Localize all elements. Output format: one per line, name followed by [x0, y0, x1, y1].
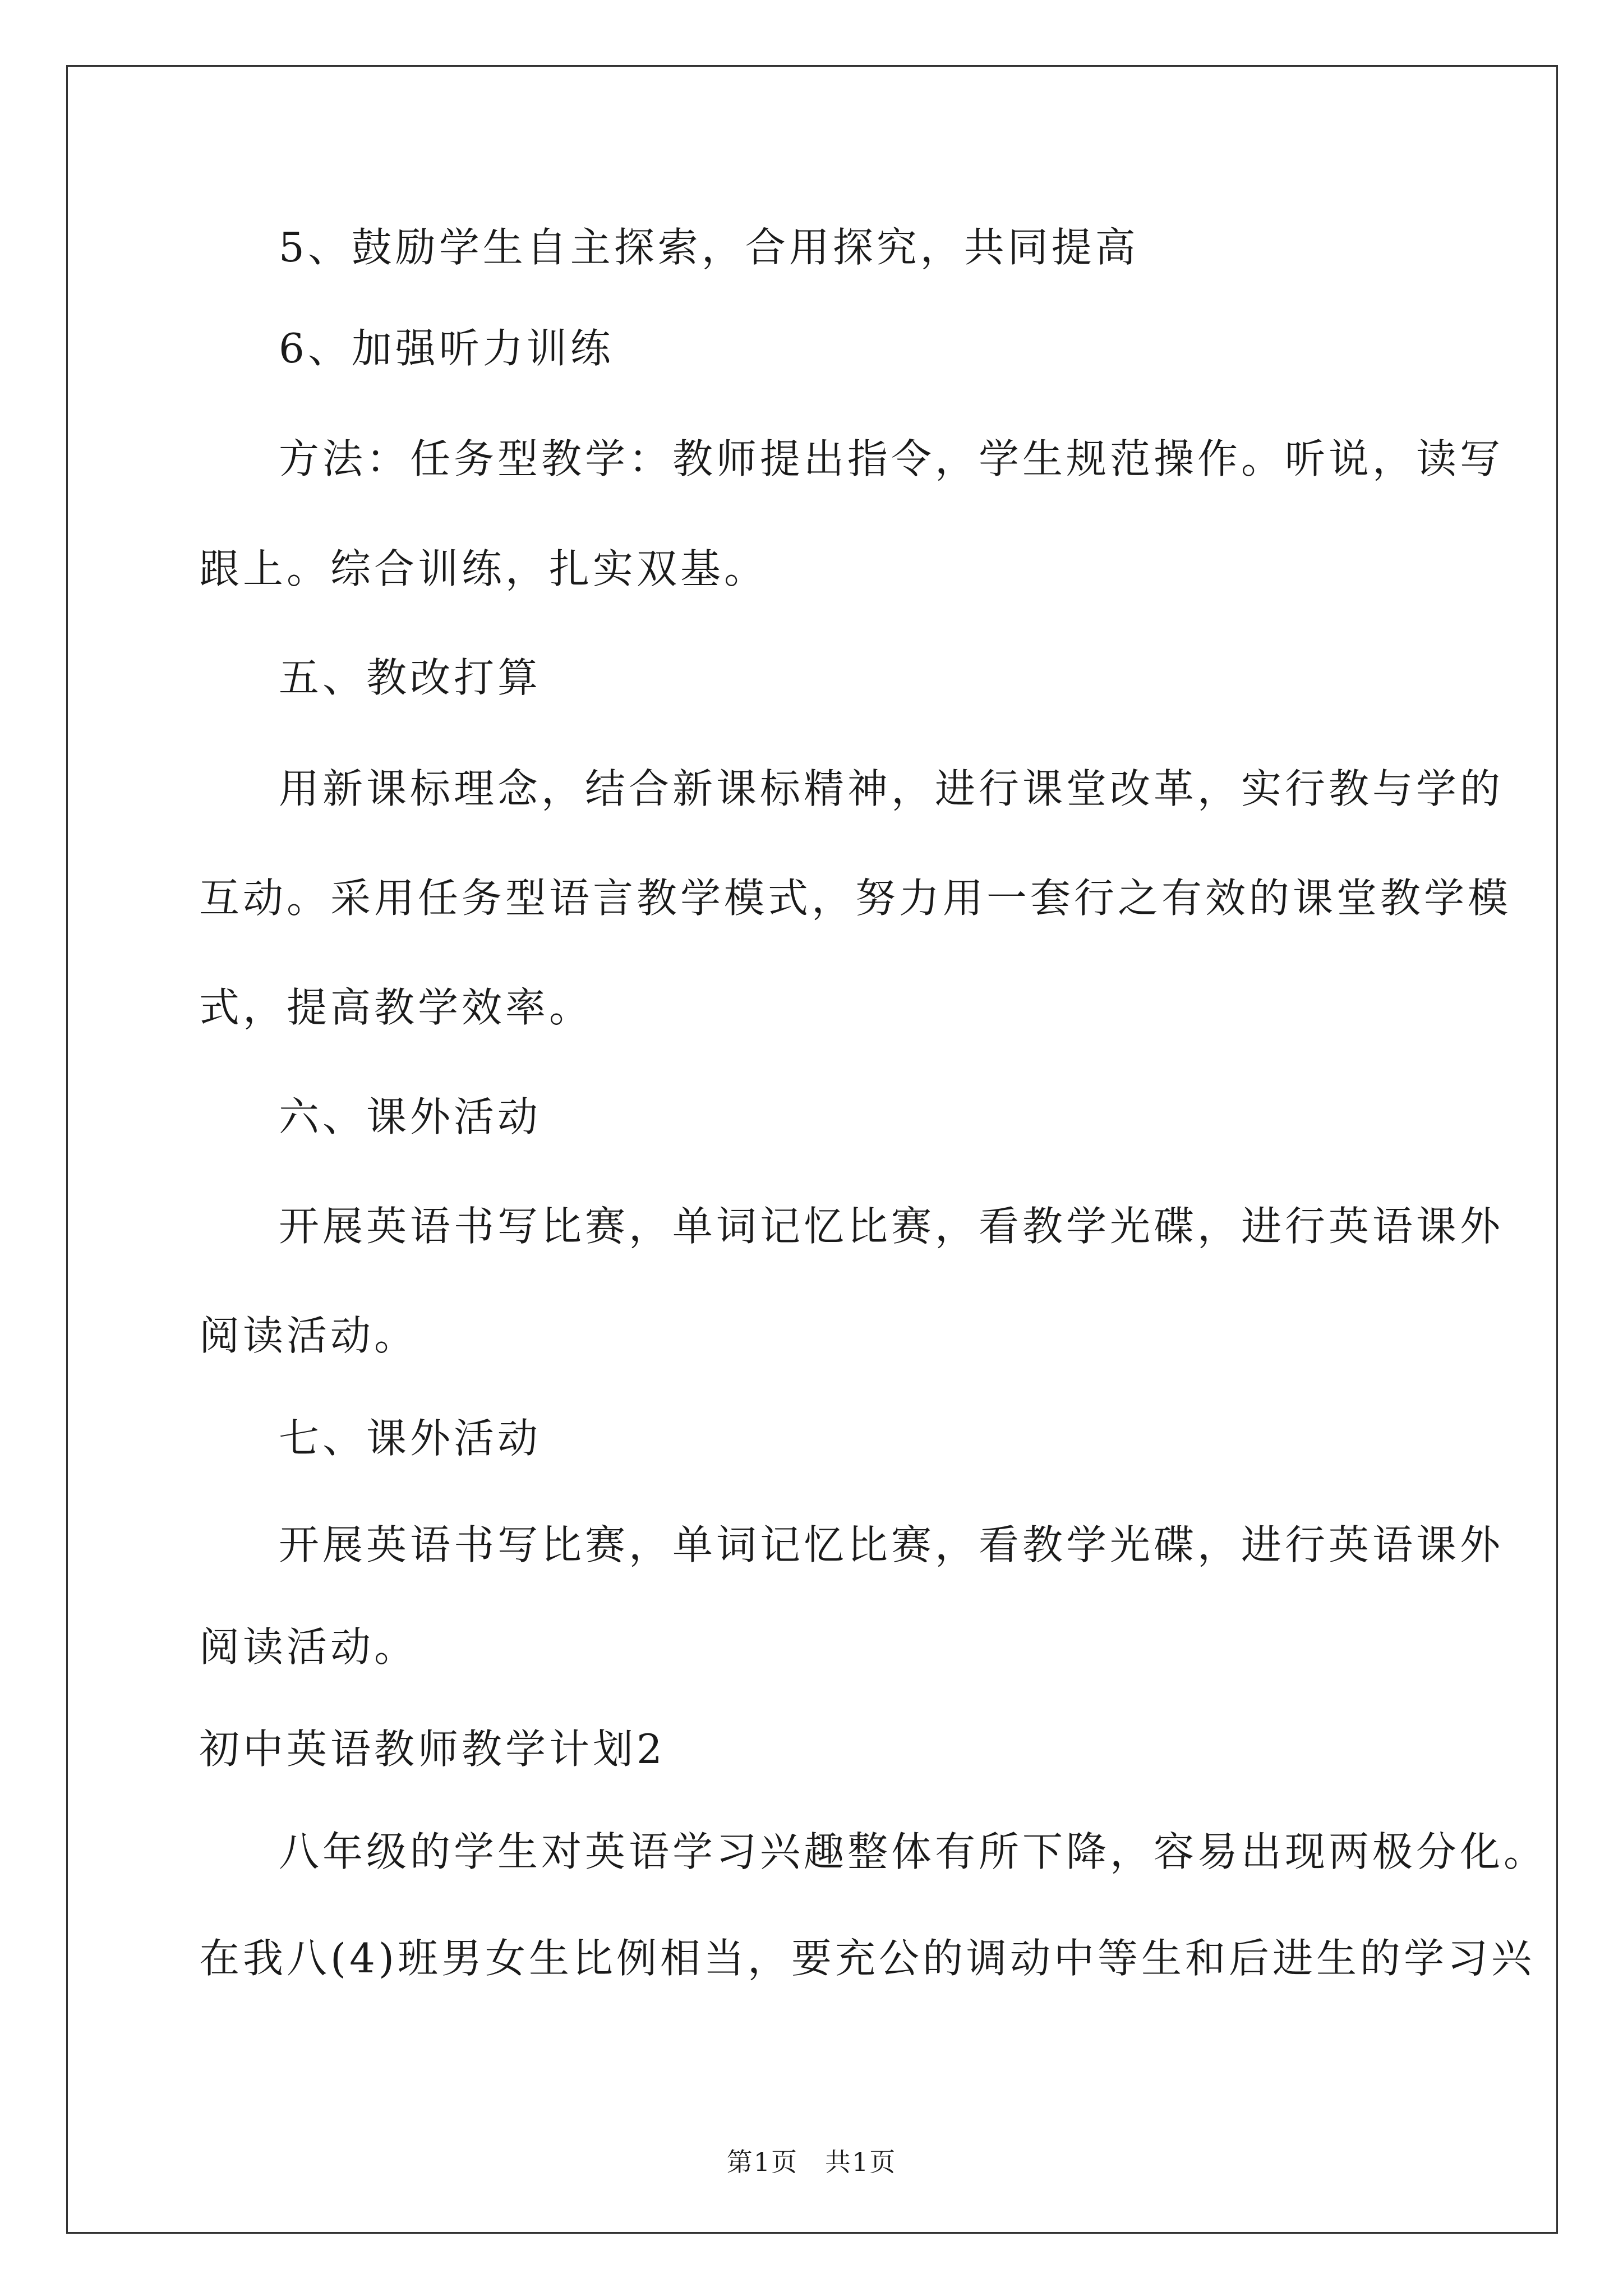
document-title: 初中英语教师教学计划2: [199, 1726, 666, 1773]
paragraph-line: 6、加强听力训练: [279, 325, 614, 372]
paragraph-line: 式，提高教学效率。: [199, 984, 593, 1031]
page-border: [66, 65, 1558, 2234]
paragraph-line: 5、鼓励学生自主探索，合用探究，共同提高: [279, 224, 1139, 271]
paragraph-line: 八年级的学生对英语学习兴趣整体有所下降，容易出现两极分化。: [279, 1828, 1548, 1875]
paragraph-line: 在我八(4)班男女生比例相当，要充公的调动中等生和后进生的学习兴: [199, 1935, 1535, 1982]
page-number-footer: 第1页 共1页: [726, 2147, 897, 2177]
paragraph-line: 阅读活动。: [199, 1312, 418, 1359]
section-heading: 七、课外活动: [279, 1415, 542, 1462]
paragraph-line: 跟上。综合训练，扎实双基。: [199, 545, 768, 592]
paragraph-line: 互动。采用任务型语言教学模式，努力用一套行之有效的课堂教学模: [199, 875, 1512, 922]
paragraph-line: 开展英语书写比赛，单词记忆比赛，看教学光碟，进行英语课外: [279, 1203, 1504, 1250]
paragraph-line: 方法：任务型教学：教师提出指令，学生规范操作。听说，读写: [279, 435, 1504, 482]
paragraph-line: 阅读活动。: [199, 1623, 418, 1671]
paragraph-line: 开展英语书写比赛，单词记忆比赛，看教学光碟，进行英语课外: [279, 1521, 1504, 1568]
section-heading: 五、教改打算: [279, 654, 542, 701]
section-heading: 六、课外活动: [279, 1093, 542, 1140]
paragraph-line: 用新课标理念，结合新课标精神，进行课堂改革，实行教与学的: [279, 765, 1504, 812]
